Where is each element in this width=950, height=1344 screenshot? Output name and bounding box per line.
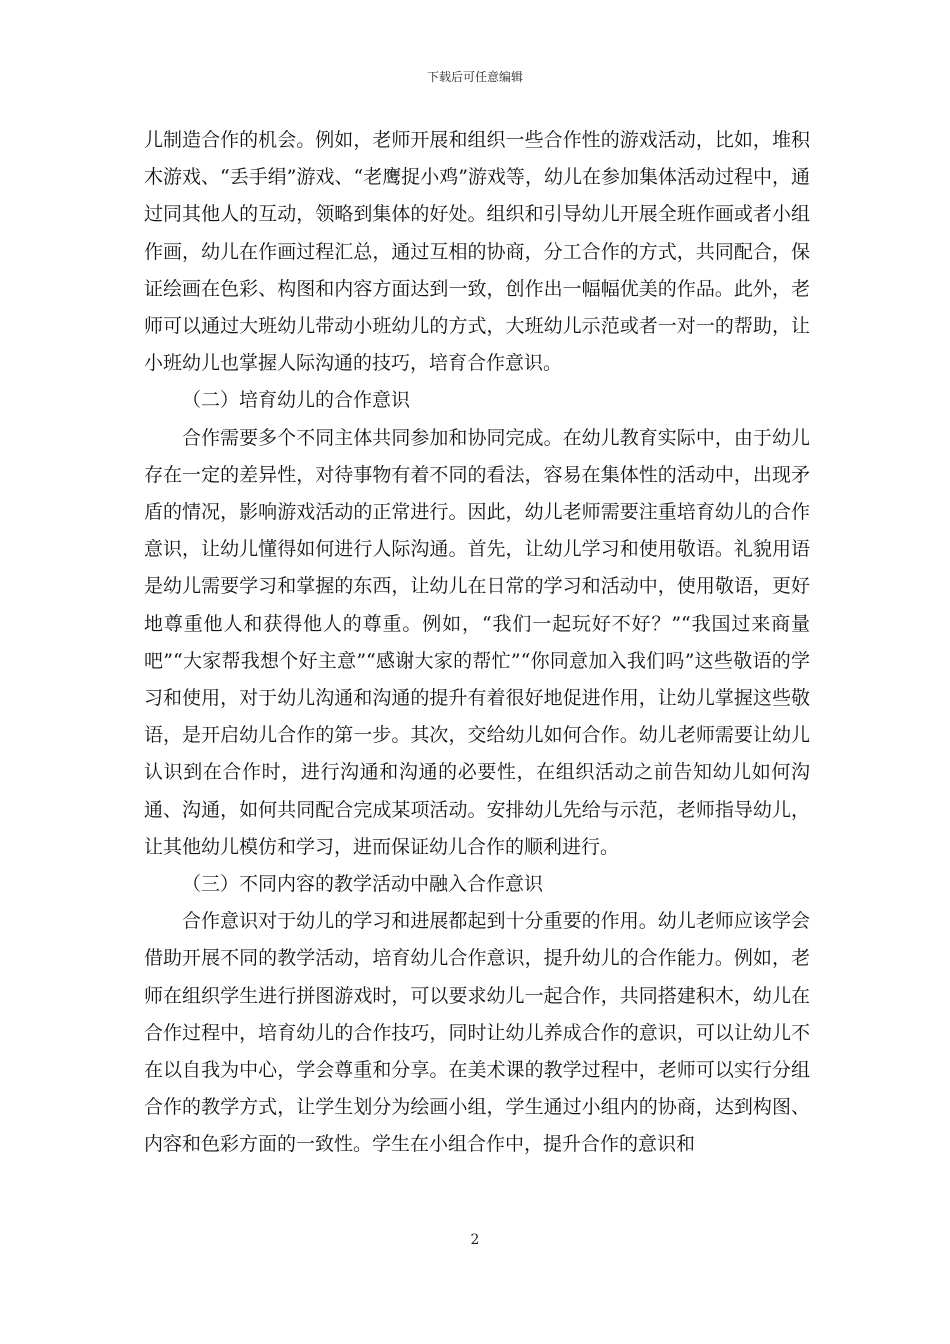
paragraph-cooperation-awareness: 合作需要多个不同主体共同参加和协同完成。在幼儿教育实际中，由于幼儿存在一定的差异性，对待事物有着不同的看法，容易在集体性的活动中，出现矛盾的情况，影响游戏活动的正常进行。因此，幼儿老师需要注重培育幼儿的合作意识，让幼儿懂得如何进行人际沟通。首先，让幼儿学习和使用敬语。礼貌用语是幼儿需要学习和掌握的东西，让幼儿在日常的学习和活动中，使用敬语，更好地尊重他人和获得他人的尊重。例如，“我们一起玩好不好？”“我国过来商量吧”“大家帮我想个好主意”“感谢大家的帮忙”“你同意加入我们吗”这些敬语的学习和使用，对于幼儿沟通和沟通的提升有着很好地促进作用，让幼儿掌握这些敬语，是开启幼儿合作的第一步。其次，交给幼儿如何合作。幼儿老师需要让幼儿认识到在合作时，进行沟通和沟通的必要性，在组织活动之前告知幼儿如何沟通、沟通，如何共同配合完成某项活动。安排幼儿先给与示范，老师指导幼儿，让其他幼儿模仿和学习，进而保证幼儿合作的顺利进行。 — [144, 426, 810, 858]
page-header: 下载后可任意编辑 — [426, 70, 523, 84]
paragraph-continuation: 儿制造合作的机会。例如，老师开展和组织一些合作性的游戏活动，比如，堆积木游戏、“丢手绢”游戏、“老鹰捉小鸡”游戏等，幼儿在参加集体活动过程中，通过同其他人的互动，领略到集体的好处。组织和引导幼儿开展全班作画或者小组作画，幼儿在作画过程汇总，通过互相的协商，分工合作的方式，共同配合，保证绘画在色彩、构图和内容方面达到一致，创作出一幅幅优美的作品。此外，老师可以通过大班幼儿带动小班幼儿的方式，大班幼儿示范或者一对一的帮助，让小班幼儿也掌握人际沟通的技巧，培育合作意识。 — [144, 129, 810, 375]
section-heading-3: （三）不同内容的教学活动中融入合作意识 — [182, 873, 544, 896]
paragraph-teaching-activities: 合作意识对于幼儿的学习和进展都起到十分重要的作用。幼儿老师应该学会借助开展不同的教学活动，培育幼儿合作意识，提升幼儿的合作能力。例如，老师在组织学生进行拼图游戏时，可以要求幼儿一起合作，共同搭建积木，幼儿在合作过程中，培育幼儿的合作技巧，同时让幼儿养成合作的意识，可以让幼儿不在以自我为中心，学会尊重和分享。在美术课的教学过程中，老师可以实行分组合作的教学方式，让学生划分为绘画小组，学生通过小组内的协商，达到构图、内容和色彩方面的一致性。学生在小组合作中，提升合作的意识和 — [144, 910, 810, 1156]
page-number: 2 — [470, 1232, 480, 1248]
document-body — [144, 122, 810, 1164]
section-heading-2: （二）培育幼儿的合作意识 — [182, 389, 411, 412]
